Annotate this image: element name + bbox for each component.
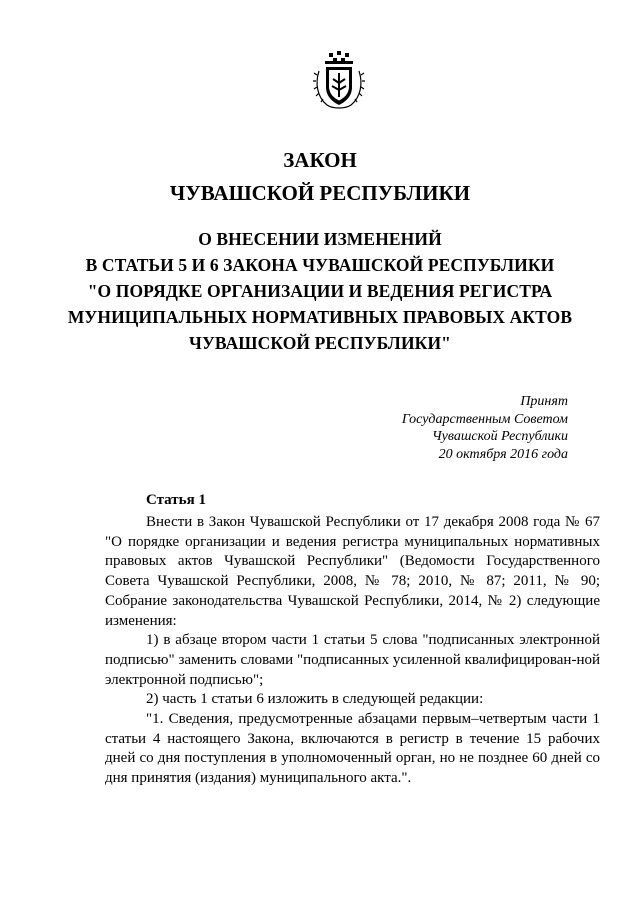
adoption-date: 20 октября 2016 года xyxy=(438,446,568,462)
act-title-line: МУНИЦИПАЛЬНЫХ НОРМАТИВНЫХ ПРАВОВЫХ АКТОВ xyxy=(67,307,573,327)
paragraph: Внести в Закон Чувашской Республики от 17 декабря 2008 года № 67 "О порядке организации и ведения регистра муниципальных нормативных правовых актов Чувашской Республики" (Ведомости Государственного Совета Чувашской Республики, 2008, № 78; 2010, № 87; 2011, № 90; Собрание законодательства Чувашской Республики, 2014, № 2) следующие изменения: xyxy=(105,514,600,629)
coat-of-arms-icon xyxy=(311,49,367,113)
law-subtitle: ЧУВАШСКОЙ РЕСПУБЛИКИ xyxy=(169,181,471,205)
paragraph: 1) в абзаце втором части 1 статьи 5 слова "подписанных электронной подписью" заменить словами "подписанных усиленной квалифицирован-ной электронной подписью"; xyxy=(105,632,600,688)
paragraph: 2) часть 1 статьи 6 изложить в следующей редакции: xyxy=(146,691,484,708)
act-title-line: ЧУВАШСКОЙ РЕСПУБЛИКИ" xyxy=(189,333,451,353)
adoption-note xyxy=(402,393,568,463)
article-body xyxy=(105,513,600,789)
article-heading: Статья 1 xyxy=(146,492,206,508)
law-title: ЗАКОН xyxy=(283,148,357,172)
act-title-line: О ВНЕСЕНИИ ИЗМЕНЕНИЙ xyxy=(198,229,442,249)
adoption-line: Чувашской Республики xyxy=(432,429,568,444)
act-title-line: В СТАТЬИ 5 И 6 ЗАКОНА ЧУВАШСКОЙ РЕСПУБЛИКИ xyxy=(85,255,555,275)
act-title-line: "О ПОРЯДКЕ ОРГАНИЗАЦИИ И ВЕДЕНИЯ РЕГИСТРА xyxy=(87,281,553,301)
paragraph: "1. Сведения, предусмотренные абзацами первым–четвертым части 1 статьи 4 настоящего Закона, включаются в регистр в течение 15 рабочих дней со дня поступления в уполномоченный орган, но не позднее 60 дней со дня принятия (издания) муниципального акта.". xyxy=(105,711,600,787)
adoption-line: Государственным Советом xyxy=(401,411,568,427)
adoption-line: Принят xyxy=(520,394,568,409)
